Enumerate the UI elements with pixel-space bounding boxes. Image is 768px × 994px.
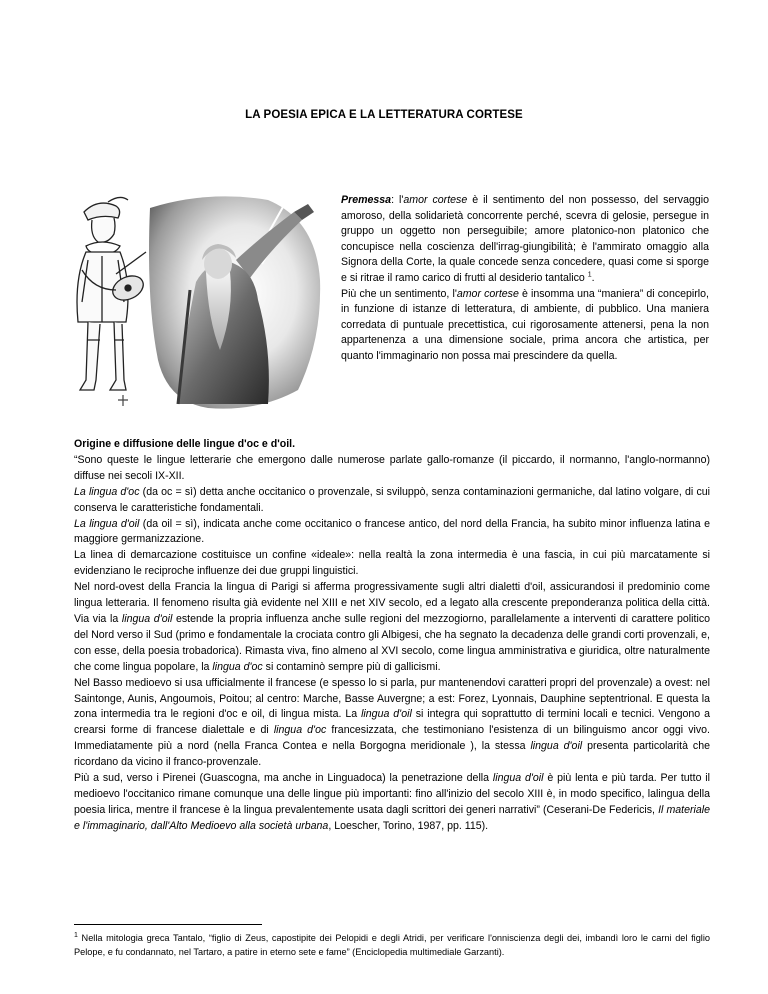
footnote-divider — [74, 924, 262, 925]
main-text — [74, 437, 710, 835]
section-heading: Origine e diffusione delle lingue d'oc e d'oil. — [74, 438, 296, 450]
premessa-paragraph-2: Più che un sentimento, l'amor cortese è insomma una “maniera” di concepirlo, in funzione di istanze di letteratura, di ambiente, di pubblico. Una maniera corredata di puntuale precettistica, cui rigorosamente attenersi, pena la non appartenenza a una dimensione sociale, prima ancora che artistica, per quanto l'immaginario non possa mai prescindere da quella. — [341, 287, 709, 362]
paragraph-4: La linea di demarcazione costituisce un confine «ideale»: nella realtà la zona intermedia è una fascia, in cui più marcatamente si evidenziano le reciproche influenze dei due gruppi linguistici. — [74, 549, 710, 578]
footnote-number: 1 — [74, 931, 78, 939]
page-title: LA POESIA EPICA E LA LETTERATURA CORTESE — [245, 109, 523, 121]
paragraph-2: La lingua d'oc (da oc = sì) detta anche occitanico o provenzale, si sviluppò, senza contaminazioni germaniche, dal latino volgare, di cui conserva le caratteristiche fondamentali. — [74, 485, 710, 514]
paragraph-7: Più a sud, verso i Pirenei (Guascogna, ma anche in Linguadoca) la penetrazione della lingua d'oil è più lenta e più tarda. Per tutto il medioevo l'occitanico rimane comunque una delle lingue più importanti: fino all'inizio del secolo XIII è, in modo specifico, lalingua della poesia lirica, mentre il francese è la lingua prevalentemente usata dagli scrittori dei generi narrativi” (Ceserani-De Federicis, Il materiale e l'immaginario, dall'Alto Medioevo alla società urbana, Loescher, Torino, 1987, pp. 115). — [74, 772, 711, 832]
paragraph-1: “Sono queste le lingue letterarie che emergono dalle numerose parlate gallo-romanze (il piccardo, il normanno, l'anglo-normanno) diffuse nei secoli IX-XII. — [74, 453, 710, 482]
footnote — [74, 931, 710, 959]
footnote-text: Nella mitologia greca Tantalo, “figlio di Zeus, capostipite dei Pelopidi e degli Atridi, per verificare l'onniscienza degli dei, imbandì loro le carni del figlio Pelope, e fu condannato, nel Tartaro, a patire in eterno sete e fame” (Enciclopedia multimediale Garzanti). — [74, 933, 710, 957]
paragraph-6: Nel Basso medioevo si usa ufficialmente il francese (e spesso lo si parla, pur mantenendovi caratteri propri del provenzale) a ovest: nel Saintonge, Aunis, Angoumois, Poitou; al centro: Marche, Basse Auvergne; a est: Forez, Lyonnais, Dauphine septentrional. E questa la zona intermedia tra le regioni d'oc e oil, di lingua mista. La lingua d'oil si integra qui soprattutto di termini locali e tecnici. Vengono a crearsi forme di francese dialettale e di lingua d'oc francesizzata, che testimoniano l'esistenza di un bilinguismo ancor oggi vivo. Immediatamente più a nord (nella Franca Contea e nella Borgogna meridionale ), la stessa lingua d'oil presenta particolarità che ricordano da vicino il franco-provenzale. — [74, 676, 710, 769]
premessa-block — [341, 193, 709, 365]
premessa-label: Premessa — [341, 194, 392, 206]
footnote-reference[interactable]: 1 — [587, 271, 592, 279]
courtly-figures-illustration — [58, 190, 322, 412]
premessa-paragraph-1: Premessa: l'amor cortese è il sentimento del non possesso, del servaggio amoroso, della solidarietà concorrente perché, scevra di gelosie, persegue in gruppo un oggetto non perseguibile; amore platonico-non platonico che concupisce nella coscienza dell'irrag-giungibilità; è l'ammirato omaggio alla Signora della Corte, la quale concede senza concedere, quasi come si sporge e si ritrae il ramo carico di frutti al desiderio tantalico $^1$. — [341, 194, 710, 284]
paragraph-3: La lingua d'oil (da oil = sì), indicata anche come occitanico o francese antico, del nord della Francia, ha subito minor influenza latina e maggiore germanizzazione. — [74, 517, 710, 546]
paragraph-5: Nel nord-ovest della Francia la lingua di Parigi si afferma progressivamente sugli altri dialetti d'oil, assicurandosi il predominio come lingua letteraria. Il fenomeno risulta già evidente nel XIII e net XIV secolo, ed a legato alla crescente preponderanza politica della città. Via via la lingua d'oil estende la propria influenza anche sulle regioni del mezzogiorno, parallelamente a interventi di carattere politico del Nord verso il Sud (primo e fondamentale la crociata contro gli Albigesi, che ha segnato la decadenza delle grandi corti provenzali, e, con esse, della poesia trobadorica). Rimasta viva, fino almeno al XVI secolo, come lingua amministrativa e giuridica, oltre naturalmente che come lingua popolare, la lingua d'oc si contaminò sempre più di gallicismi. — [74, 581, 711, 673]
